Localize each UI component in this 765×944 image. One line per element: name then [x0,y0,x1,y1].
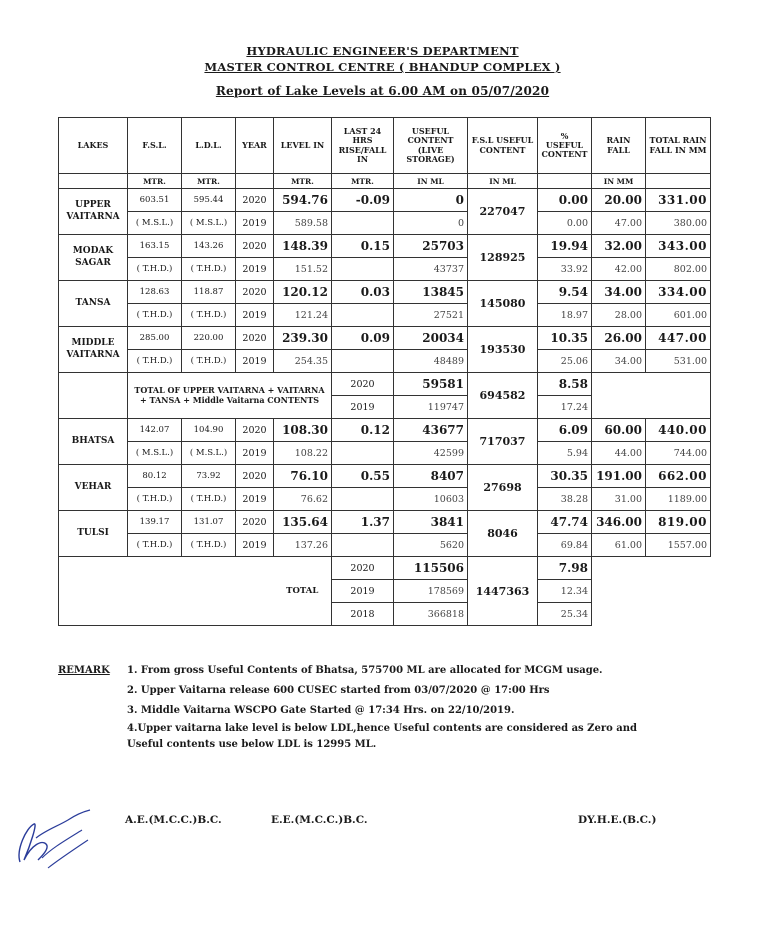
rise-value: 0.55 [332,465,394,488]
level-value: 76.10 [274,465,332,488]
lake-name: TULSI [59,511,128,557]
total-label: TOTAL [274,557,332,626]
useful-value: 42599 [394,442,468,465]
datum-fsl: ( T.H.D.) [128,534,182,557]
level-value: 594.76 [274,189,332,212]
remark-4: 4.Upper vaitarna lake level is below LDL,hence Useful contents are considered as Zero and [127,723,637,734]
level-value: 239.30 [274,327,332,350]
datum-ldl: ( T.H.D.) [182,534,236,557]
lake-name: TANSA [59,281,128,327]
year-value: 2019 [332,396,394,419]
total-rain-value: 744.00 [646,442,711,465]
useful-value: 178569 [394,580,468,603]
useful-value: 43737 [394,258,468,281]
year-value: 2020 [236,419,274,442]
useful-value: 20034 [394,327,468,350]
rise-value: -0.09 [332,189,394,212]
total-rain-value: 1557.00 [646,534,711,557]
rain-value: 28.00 [592,304,646,327]
unit-fsl: MTR. [128,174,182,189]
fsl-value: 285.00 [128,327,182,350]
year-value: 2020 [236,465,274,488]
useful-value: 115506 [394,557,468,580]
pct-value: 30.35 [538,465,592,488]
table-row [59,189,711,212]
table-row [59,488,711,511]
datum-fsl: ( T.H.D.) [128,488,182,511]
year-value: 2020 [332,557,394,580]
useful-value: 119747 [394,396,468,419]
table-row [59,212,711,235]
col-fsl: F.S.L. [128,118,182,174]
fsl-value: 80.12 [128,465,182,488]
table-row [59,511,711,534]
datum-ldl: ( M.S.L.) [182,442,236,465]
useful-value: 366818 [394,603,468,626]
rain-value: 346.00 [592,511,646,534]
table-row [59,304,711,327]
datum-fsl: ( T.H.D.) [128,350,182,373]
lake-name: VEHAR [59,465,128,511]
level-value: 137.26 [274,534,332,557]
table-row [59,327,711,350]
subtotal-label: TOTAL OF UPPER VAITARNA + VAITARNA + TANSA + Middle Vaitarna CONTENTS [128,373,332,419]
level-value: 120.12 [274,281,332,304]
pct-value: 9.54 [538,281,592,304]
level-value: 108.22 [274,442,332,465]
lake-name: MIDDLE VAITARNA [59,327,128,373]
useful-value: 0 [394,212,468,235]
lake-name: MODAK SAGAR [59,235,128,281]
remark-label: REMARK [58,665,110,676]
fsl-useful-value: 27698 [468,465,538,511]
rise-value: 0.15 [332,235,394,258]
rise-value: 1.37 [332,511,394,534]
lake-levels-table [58,117,711,626]
useful-value: 43677 [394,419,468,442]
useful-value: 59581 [394,373,468,396]
col-year: YEAR [236,118,274,174]
level-value: 254.35 [274,350,332,373]
useful-value: 25703 [394,235,468,258]
rain-value: 191.00 [592,465,646,488]
units-row [59,174,711,189]
handwritten-signature [12,800,102,880]
fsl-useful-value: 145080 [468,281,538,327]
year-value: 2018 [332,603,394,626]
ldl-value: 220.00 [182,327,236,350]
year-value: 2020 [332,373,394,396]
table-row [59,281,711,304]
rain-value: 32.00 [592,235,646,258]
total-rain-value: 601.00 [646,304,711,327]
pct-value: 17.24 [538,396,592,419]
level-value: 151.52 [274,258,332,281]
rain-value: 31.00 [592,488,646,511]
pct-value: 7.98 [538,557,592,580]
total-rain-value: 819.00 [646,511,711,534]
pct-value: 8.58 [538,373,592,396]
ldl-value: 143.26 [182,235,236,258]
col-ldl: L.D.L. [182,118,236,174]
table-row [59,419,711,442]
datum-ldl: ( T.H.D.) [182,258,236,281]
datum-fsl: ( M.S.L.) [128,212,182,235]
level-value: 589.58 [274,212,332,235]
fsl-value: 603.51 [128,189,182,212]
pct-value: 0.00 [538,189,592,212]
rain-value: 26.00 [592,327,646,350]
rain-value: 60.00 [592,419,646,442]
rise-value: 0.12 [332,419,394,442]
pct-value: 10.35 [538,327,592,350]
datum-fsl: ( T.H.D.) [128,258,182,281]
year-value: 2019 [236,212,274,235]
rain-value: 47.00 [592,212,646,235]
total-row [59,557,711,580]
year-value: 2019 [332,580,394,603]
pct-value: 47.74 [538,511,592,534]
year-value: 2020 [236,235,274,258]
subtotal-row [59,373,711,396]
report-title: Report of Lake Levels at 6.00 AM on 05/07/2020 [215,84,550,98]
unit-level: MTR. [274,174,332,189]
table-row [59,350,711,373]
signature-ee: E.E.(M.C.C.)B.C. [271,814,368,826]
rise-value: 0.03 [332,281,394,304]
datum-ldl: ( M.S.L.) [182,212,236,235]
lake-name: BHATSA [59,419,128,465]
pct-value: 38.28 [538,488,592,511]
useful-value: 13845 [394,281,468,304]
level-value: 108.30 [274,419,332,442]
pct-value: 25.06 [538,350,592,373]
year-value: 2020 [236,281,274,304]
fsl-useful-value: 193530 [468,327,538,373]
fsl-useful-value: 694582 [468,373,538,419]
centre-title: MASTER CONTROL CENTRE ( BHANDUP COMPLEX ) [204,60,561,74]
ldl-value: 131.07 [182,511,236,534]
col-fsl-useful: F.S.L USEFUL CONTENT [468,118,538,174]
useful-value: 48489 [394,350,468,373]
fsl-useful-value: 8046 [468,511,538,557]
remark-3: 3. Middle Vaitarna WSCPO Gate Started @ 17:34 Hrs. on 22/10/2019. [127,705,515,716]
col-level: LEVEL IN [274,118,332,174]
fsl-value: 139.17 [128,511,182,534]
rain-value: 42.00 [592,258,646,281]
year-value: 2019 [236,304,274,327]
ldl-value: 118.87 [182,281,236,304]
datum-ldl: ( T.H.D.) [182,350,236,373]
table-row [59,442,711,465]
year-value: 2019 [236,350,274,373]
table-row [59,235,711,258]
table-row [59,534,711,557]
fsl-value: 128.63 [128,281,182,304]
useful-value: 10603 [394,488,468,511]
pct-value: 18.97 [538,304,592,327]
level-value: 121.24 [274,304,332,327]
total-rain-value: 380.00 [646,212,711,235]
datum-fsl: ( T.H.D.) [128,304,182,327]
unit-useful: IN ML [394,174,468,189]
pct-value: 12.34 [538,580,592,603]
pct-value: 25.34 [538,603,592,626]
total-rain-value: 334.00 [646,281,711,304]
pct-value: 5.94 [538,442,592,465]
total-rain-value: 343.00 [646,235,711,258]
unit-ldl: MTR. [182,174,236,189]
remark-2: 2. Upper Vaitarna release 600 CUSEC started from 03/07/2020 @ 17:00 Hrs [127,685,550,696]
rain-value: 61.00 [592,534,646,557]
table-header-row [59,118,711,174]
fsl-useful-value: 1447363 [468,557,538,626]
col-useful-content: USEFUL CONTENT (LIVE STORAGE) [394,118,468,174]
col-pct-useful: % USEFUL CONTENT [538,118,592,174]
datum-ldl: ( T.H.D.) [182,304,236,327]
year-value: 2019 [236,488,274,511]
col-lakes: LAKES [59,118,128,174]
col-total-rain: TOTAL RAIN FALL IN MM [646,118,711,174]
table-row [59,465,711,488]
year-value: 2019 [236,442,274,465]
pct-value: 19.94 [538,235,592,258]
rain-value: 34.00 [592,281,646,304]
signature-ae: A.E.(M.C.C.)B.C. [125,814,222,826]
col-rise-fall: LAST 24 HRS RISE/FALL IN [332,118,394,174]
total-rain-value: 447.00 [646,327,711,350]
total-rain-value: 1189.00 [646,488,711,511]
table-row [59,258,711,281]
fsl-value: 163.15 [128,235,182,258]
rain-value: 20.00 [592,189,646,212]
ldl-value: 104.90 [182,419,236,442]
useful-value: 3841 [394,511,468,534]
fsl-useful-value: 128925 [468,235,538,281]
rain-value: 34.00 [592,350,646,373]
datum-ldl: ( T.H.D.) [182,488,236,511]
pct-value: 0.00 [538,212,592,235]
fsl-useful-value: 227047 [468,189,538,235]
level-value: 135.64 [274,511,332,534]
year-value: 2020 [236,189,274,212]
total-rain-value: 662.00 [646,465,711,488]
rise-value: 0.09 [332,327,394,350]
total-rain-value: 440.00 [646,419,711,442]
remark-1: 1. From gross Useful Contents of Bhatsa, 575700 ML are allocated for MCGM usage. [127,665,603,676]
useful-value: 8407 [394,465,468,488]
signature-dyhe: DY.H.E.(B.C.) [578,814,657,826]
total-rain-value: 531.00 [646,350,711,373]
rain-value: 44.00 [592,442,646,465]
datum-fsl: ( M.S.L.) [128,442,182,465]
ldl-value: 73.92 [182,465,236,488]
lake-name: UPPER VAITARNA [59,189,128,235]
pct-value: 33.92 [538,258,592,281]
total-rain-value: 331.00 [646,189,711,212]
unit-rise: MTR. [332,174,394,189]
level-value: 148.39 [274,235,332,258]
pct-value: 69.84 [538,534,592,557]
useful-value: 27521 [394,304,468,327]
useful-value: 0 [394,189,468,212]
unit-fsl-useful: IN ML [468,174,538,189]
useful-value: 5620 [394,534,468,557]
department-title: HYDRAULIC ENGINEER'S DEPARTMENT [246,44,519,58]
year-value: 2020 [236,511,274,534]
ldl-value: 595.44 [182,189,236,212]
level-value: 76.62 [274,488,332,511]
year-value: 2019 [236,534,274,557]
total-rain-value: 802.00 [646,258,711,281]
fsl-value: 142.07 [128,419,182,442]
unit-rain: IN MM [592,174,646,189]
year-value: 2020 [236,327,274,350]
year-value: 2019 [236,258,274,281]
col-rain-fall: RAIN FALL [592,118,646,174]
pct-value: 6.09 [538,419,592,442]
remark-5: Useful contents use below LDL is 12995 ML. [127,739,377,750]
fsl-useful-value: 717037 [468,419,538,465]
